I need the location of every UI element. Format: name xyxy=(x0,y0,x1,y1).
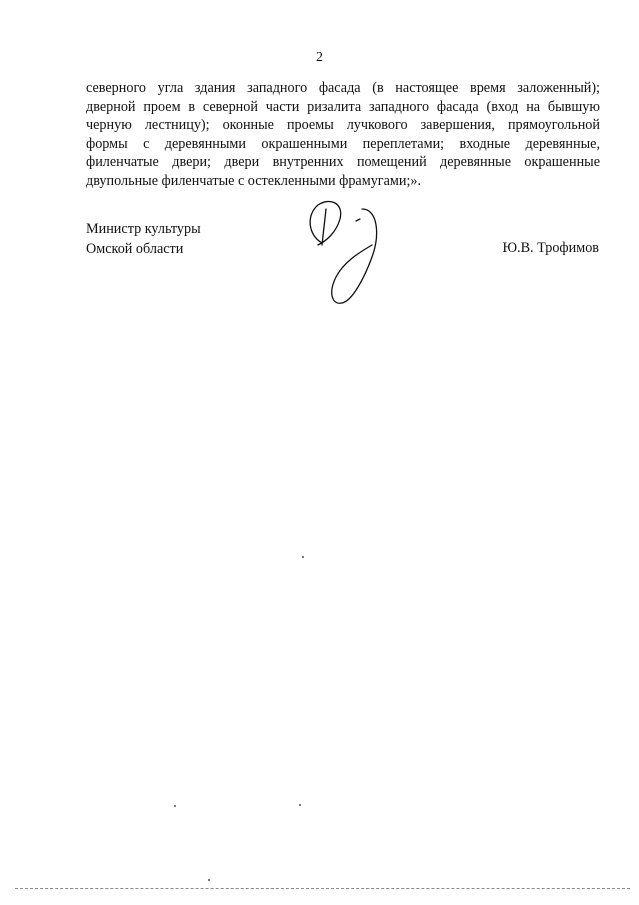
body-line: филенчатые двери; двери внутренних помещений деревянные окрашенные xyxy=(86,154,600,171)
body-line: дверной проем в северной части ризалита западного фасада (вход на бывшую xyxy=(86,98,600,115)
scan-speck xyxy=(302,556,304,558)
scan-speck xyxy=(208,879,210,881)
signatory-title xyxy=(86,219,201,259)
document-body-text xyxy=(86,79,600,191)
handwritten-signature-icon xyxy=(300,195,400,313)
signatory-name: Ю.В. Трофимов xyxy=(502,240,599,256)
scan-speck xyxy=(299,804,301,806)
body-line: черную лестницу); оконные проемы лучкового завершения, прямоугольной xyxy=(86,117,600,134)
signatory-title-line: Омской области xyxy=(86,241,184,257)
signatory-title-line: Министр культуры xyxy=(86,221,201,237)
page-number: 2 xyxy=(316,50,323,65)
body-line: формы с деревянными окрашенными переплетами; входные деревянные, xyxy=(86,135,600,152)
scan-speck xyxy=(174,805,176,807)
body-line: двупольные филенчатые с остекленными фрамугами;». xyxy=(86,172,422,189)
scan-edge-line xyxy=(15,888,630,889)
body-line: северного угла здания западного фасада (в настоящее время заложенный); xyxy=(86,80,600,96)
